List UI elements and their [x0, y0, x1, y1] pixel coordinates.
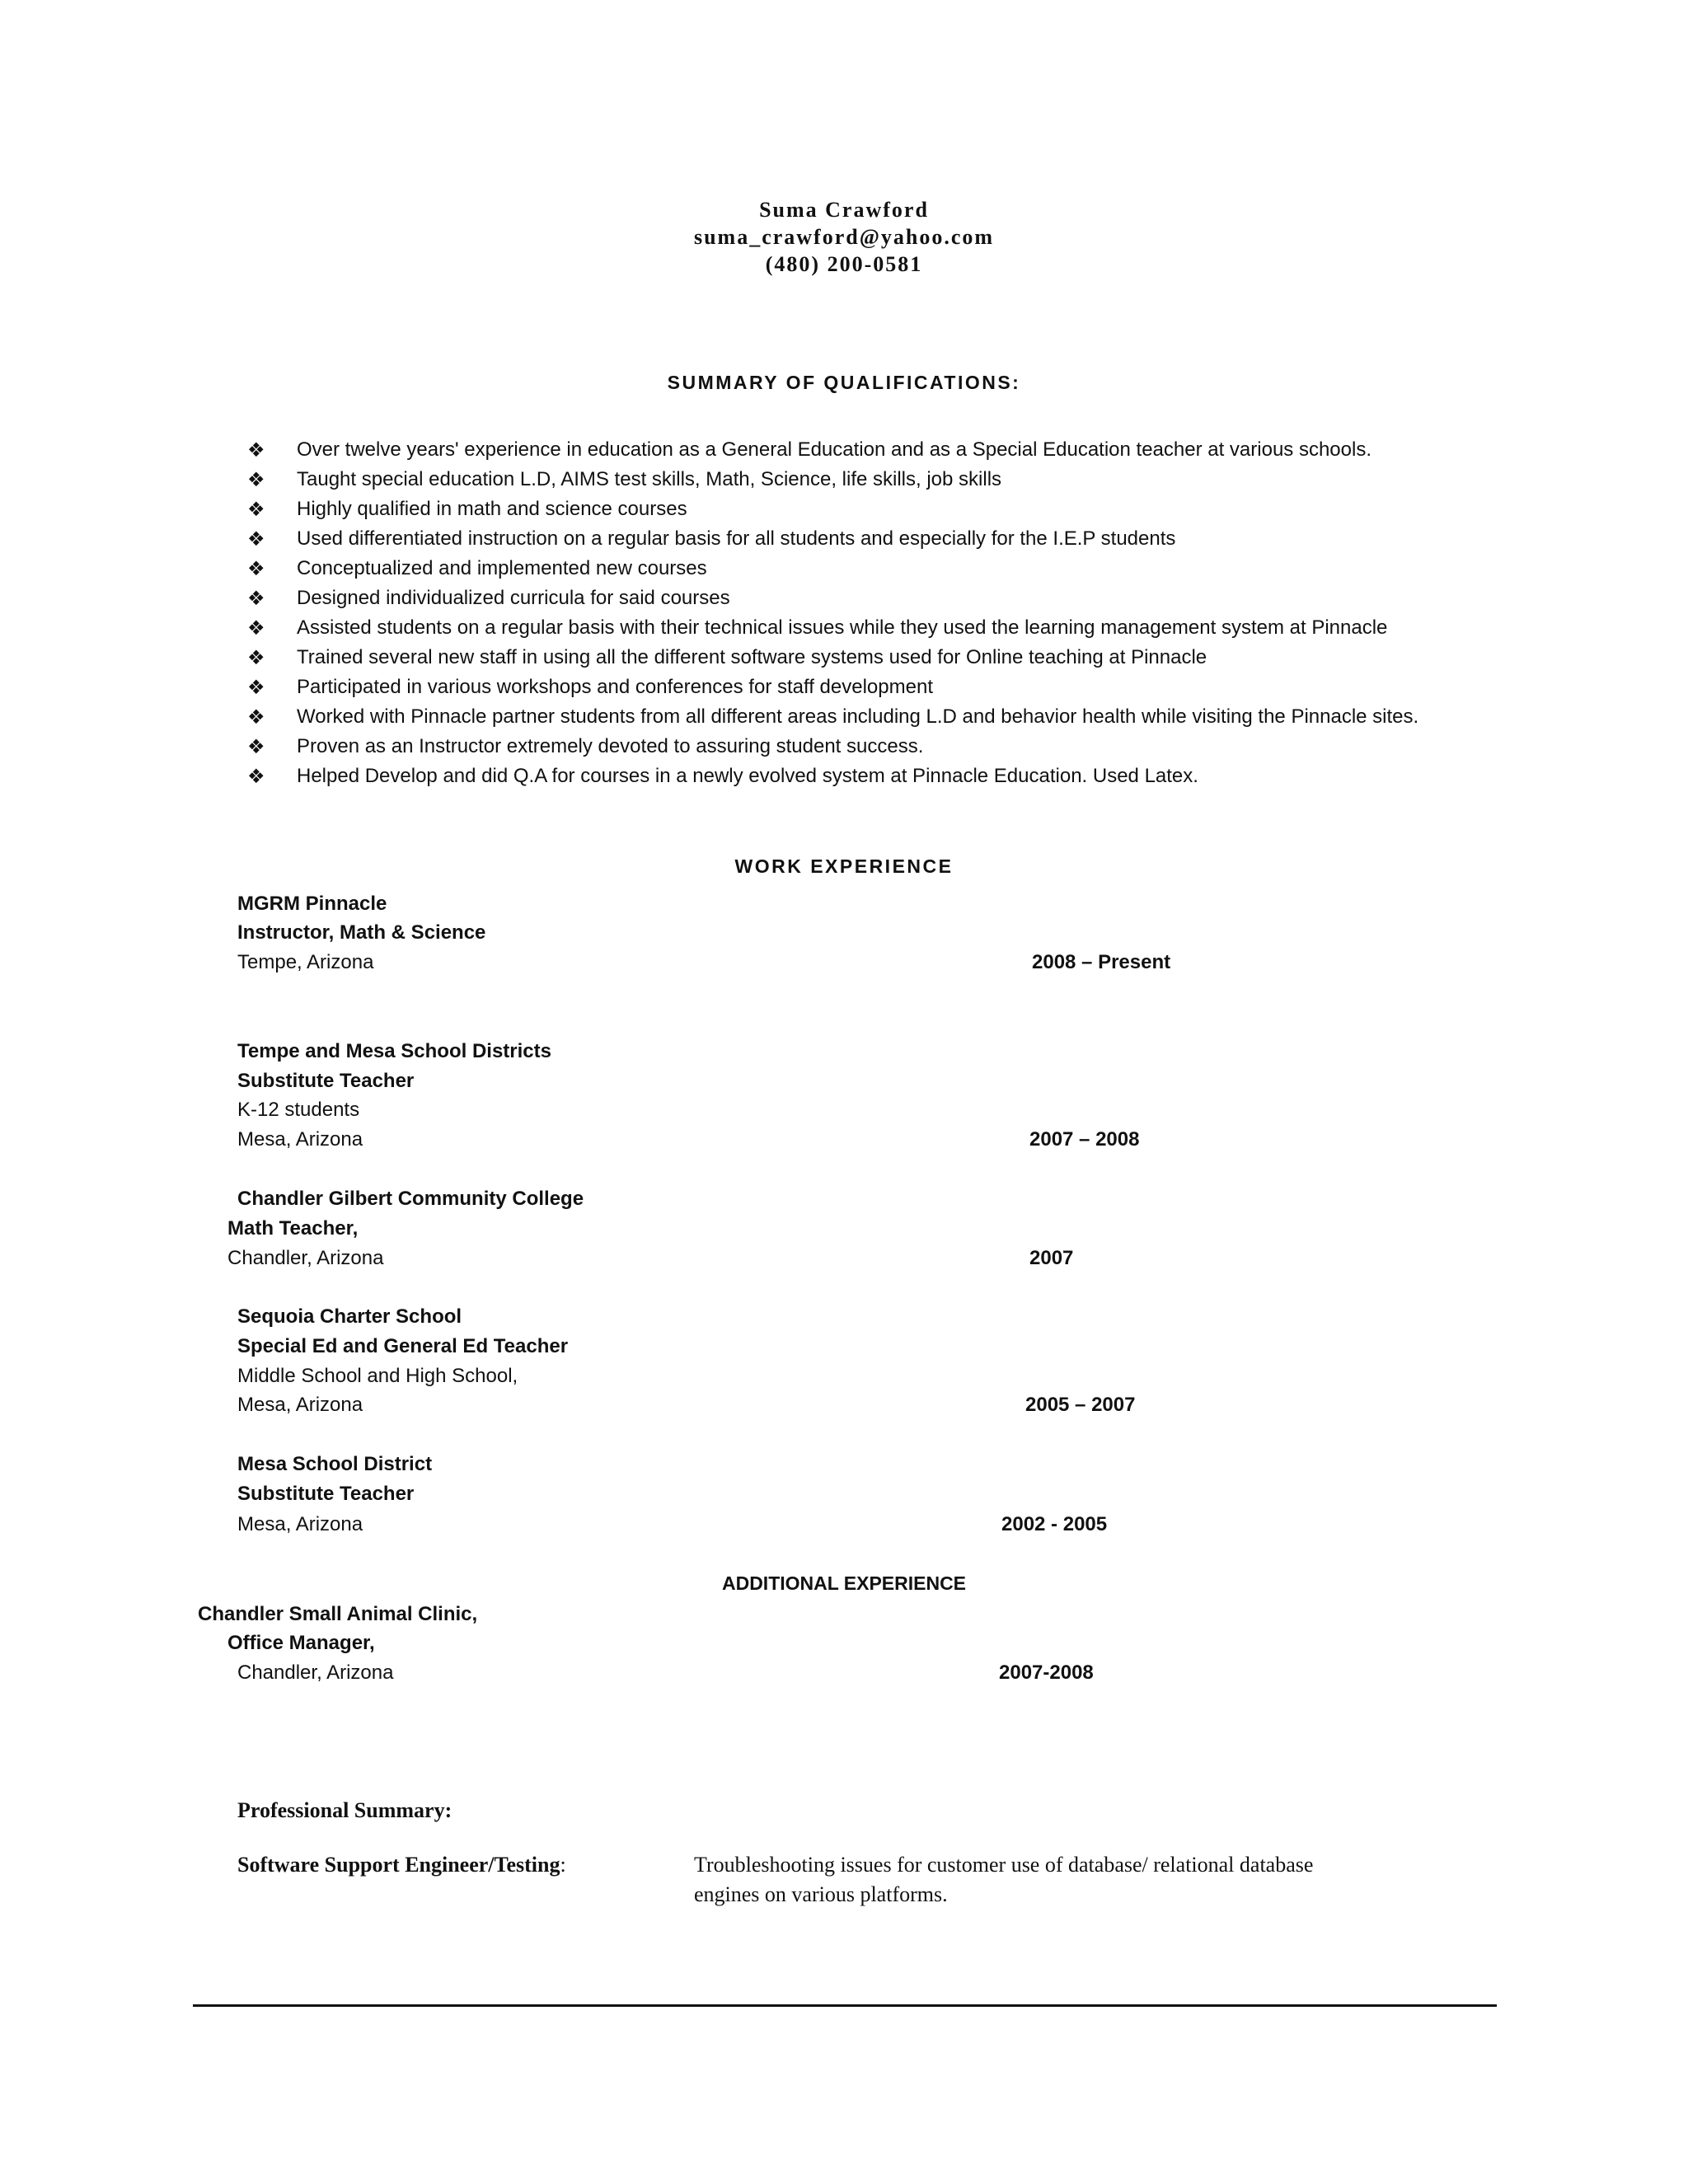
job-dates: 2007 – 2008 [1029, 1128, 1140, 1151]
job-dates: 2005 – 2007 [1025, 1394, 1136, 1416]
list-item: ❖ Participated in various workshops and conferences for staff development [247, 673, 1418, 702]
diamond-bullet-icon: ❖ [247, 705, 265, 729]
list-item: ❖ Proven as an Instructor extremely devoted to assuring student success. [247, 732, 1418, 762]
job-location: Mesa, Arizona [237, 1128, 363, 1151]
job-detail: Middle School and High School, [237, 1365, 518, 1387]
list-item: ❖ Assisted students on a regular basis with their technical issues while they used the learning management system at Pinnacle [247, 613, 1418, 643]
list-item: ❖ Trained several new staff in using all the different software systems used for Online teaching at Pinnacle [247, 643, 1418, 673]
diamond-bullet-icon: ❖ [247, 557, 265, 580]
candidate-email: suma_crawford@yahoo.com [693, 225, 995, 249]
job-detail: K-12 students [237, 1099, 360, 1121]
job-title: Special Ed and General Ed Teacher [237, 1335, 569, 1357]
job-title: Substitute Teacher [237, 1070, 415, 1092]
diamond-bullet-icon: ❖ [247, 468, 265, 491]
diamond-bullet-icon: ❖ [247, 616, 265, 640]
professional-heading: Professional Summary: [237, 1798, 452, 1822]
list-item: ❖ Designed individualized curricula for said courses [247, 583, 1418, 613]
diamond-bullet-icon: ❖ [247, 646, 265, 669]
job-location: Chandler, Arizona [227, 1247, 384, 1269]
summary-heading: SUMMARY OF QUALIFICATIONS: [667, 372, 1021, 393]
diamond-bullet-icon: ❖ [247, 735, 265, 758]
list-item: ❖ Conceptualized and implemented new courses [247, 554, 1418, 583]
job-location: Mesa, Arizona [237, 1513, 363, 1535]
diamond-bullet-icon: ❖ [247, 587, 265, 610]
additional-heading: ADDITIONAL EXPERIENCE [721, 1572, 967, 1594]
list-item: ❖ Over twelve years' experience in education as a General Education and as a Special Education teacher at various schools. [247, 435, 1418, 465]
job-title: Substitute Teacher [237, 1483, 415, 1505]
job-location: Tempe, Arizona [237, 951, 374, 973]
additional-location: Chandler, Arizona [237, 1661, 394, 1684]
job-org: Sequoia Charter School [237, 1305, 462, 1328]
candidate-phone: (480) 200-0581 [765, 252, 923, 276]
list-item: ❖ Used differentiated instruction on a regular basis for all students and especially for the I.E.P students [247, 524, 1418, 554]
job-org: MGRM Pinnacle [237, 893, 387, 915]
job-org: Tempe and Mesa School Districts [237, 1040, 551, 1062]
job-title: Instructor, Math & Science [237, 921, 486, 944]
professional-role-colon: : [560, 1853, 566, 1877]
job-dates: 2007 [1029, 1247, 1074, 1269]
job-dates: 2008 – Present [1032, 951, 1171, 973]
diamond-bullet-icon: ❖ [247, 765, 265, 788]
qualifications-list [247, 435, 1418, 791]
diamond-bullet-icon: ❖ [247, 676, 265, 699]
job-title: Math Teacher, [227, 1217, 359, 1240]
candidate-name: Suma Crawford [759, 198, 929, 222]
job-location: Mesa, Arizona [237, 1394, 363, 1416]
professional-desc-line1: Troubleshooting issues for customer use of database/ relational database [694, 1853, 1314, 1877]
professional-role-line [237, 1853, 566, 1877]
job-org: Chandler Gilbert Community College [237, 1188, 584, 1210]
job-org: Mesa School District [237, 1453, 433, 1475]
list-item: ❖ Highly qualified in math and science courses [247, 494, 1418, 524]
additional-title: Office Manager, [227, 1632, 375, 1654]
bottom-divider [193, 2004, 1497, 2007]
professional-desc-line2: engines on various platforms. [694, 1882, 948, 1906]
diamond-bullet-icon: ❖ [247, 438, 265, 462]
list-item: ❖ Taught special education L.D, AIMS test skills, Math, Science, life skills, job skills [247, 465, 1418, 494]
additional-dates: 2007-2008 [999, 1661, 1094, 1684]
list-item: ❖ Helped Develop and did Q.A for courses in a newly evolved system at Pinnacle Education. Used Latex. [247, 762, 1418, 791]
work-heading: WORK EXPERIENCE [734, 855, 954, 877]
professional-role: Software Support Engineer/Testing [237, 1853, 560, 1877]
list-item: ❖ Worked with Pinnacle partner students from all different areas including L.D and behavior health while visiting the Pinnacle sites. [247, 702, 1418, 732]
diamond-bullet-icon: ❖ [247, 527, 265, 551]
additional-org: Chandler Small Animal Clinic, [198, 1603, 478, 1625]
diamond-bullet-icon: ❖ [247, 498, 265, 521]
job-dates: 2002 - 2005 [1001, 1513, 1108, 1535]
